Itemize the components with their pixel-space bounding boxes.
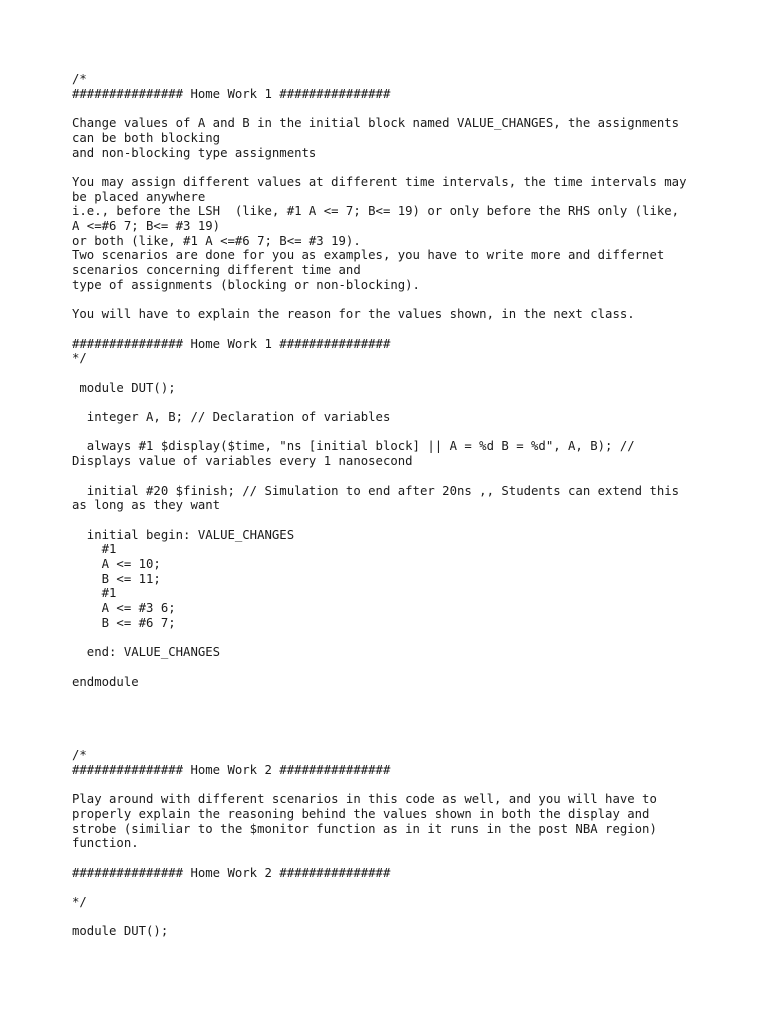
code-line: ############### Home Work 1 ############### xyxy=(72,336,391,351)
code-line xyxy=(72,910,712,925)
code-line: integer A, B; // Declaration of variables xyxy=(72,410,391,425)
code-line xyxy=(72,778,712,793)
code-line: Play around with different scenarios in this code as well, and you will have to xyxy=(72,792,657,807)
code-listing xyxy=(72,72,712,939)
code-line: end: VALUE_CHANGES xyxy=(72,645,221,660)
code-line xyxy=(72,689,712,704)
code-line: endmodule xyxy=(72,674,139,689)
code-line: #1 xyxy=(72,586,117,601)
code-line: strobe (similiar to the $monitor function as in it runs in the post NBA region) xyxy=(72,821,657,836)
code-line: ############### Home Work 1 ############### xyxy=(72,86,391,101)
code-line: A <=#6 7; B<= #3 19) xyxy=(72,219,221,233)
code-line xyxy=(72,719,712,734)
code-line xyxy=(72,395,712,410)
code-line: can be both blocking xyxy=(72,130,221,145)
code-line: Two scenarios are done for you as examples, you have to write more and differnet xyxy=(72,248,665,263)
code-line: type of assignments (blocking or non-blocking). xyxy=(72,277,420,292)
code-line xyxy=(72,880,712,895)
code-line: /* xyxy=(72,72,87,86)
code-line xyxy=(72,851,712,866)
code-line: initial #20 $finish; // Simulation to end after 20ns ,, Students can extend this xyxy=(72,483,680,498)
code-line: */ xyxy=(72,895,87,910)
code-line: ############### Home Work 2 ############### xyxy=(72,865,391,880)
code-line: A <= #3 6; xyxy=(72,601,176,616)
code-line: module DUT(); xyxy=(72,924,169,939)
code-line: Change values of A and B in the initial block named VALUE_CHANGES, the assignments xyxy=(72,116,680,131)
code-line: /* xyxy=(72,748,87,763)
code-line: i.e., before the LSH (like, #1 A <= 7; B<= 19) or only before the RHS only (like, xyxy=(72,204,680,219)
code-line xyxy=(72,660,712,675)
code-line: module DUT(); xyxy=(72,380,176,395)
code-line: */ xyxy=(72,351,87,366)
code-line xyxy=(72,366,712,381)
code-line: and non-blocking type assignments xyxy=(72,145,317,160)
code-line xyxy=(72,425,712,440)
code-line xyxy=(72,733,712,748)
code-line: initial begin: VALUE_CHANGES xyxy=(72,527,295,542)
code-line: scenarios concerning different time and xyxy=(72,263,361,278)
code-line: Displays value of variables every 1 nanosecond xyxy=(72,454,413,469)
code-line: function. xyxy=(72,836,139,851)
code-line: properly explain the reasoning behind the values shown in both the display and xyxy=(72,806,650,821)
code-line: ############### Home Work 2 ############### xyxy=(72,762,391,777)
code-line xyxy=(72,631,712,646)
code-line: as long as they want xyxy=(72,498,221,513)
code-line: always #1 $display($time, "ns [initial block] || A = %d B = %d", A, B); // xyxy=(72,439,635,454)
code-line xyxy=(72,469,712,484)
code-line: be placed anywhere xyxy=(72,189,206,204)
code-line: You will have to explain the reason for the values shown, in the next class. xyxy=(72,307,635,322)
code-line: A <= 10; xyxy=(72,557,161,572)
code-line: B <= 11; xyxy=(72,571,161,586)
code-line xyxy=(72,704,712,719)
code-line xyxy=(72,101,712,116)
code-line xyxy=(72,160,712,175)
code-line: or both (like, #1 A <=#6 7; B<= #3 19). xyxy=(72,233,361,248)
code-line: B <= #6 7; xyxy=(72,615,176,630)
code-line: You may assign different values at different time intervals, the time intervals may xyxy=(72,174,687,189)
code-line xyxy=(72,513,712,528)
code-line xyxy=(72,293,712,308)
code-line: #1 xyxy=(72,542,117,557)
code-line xyxy=(72,322,712,337)
